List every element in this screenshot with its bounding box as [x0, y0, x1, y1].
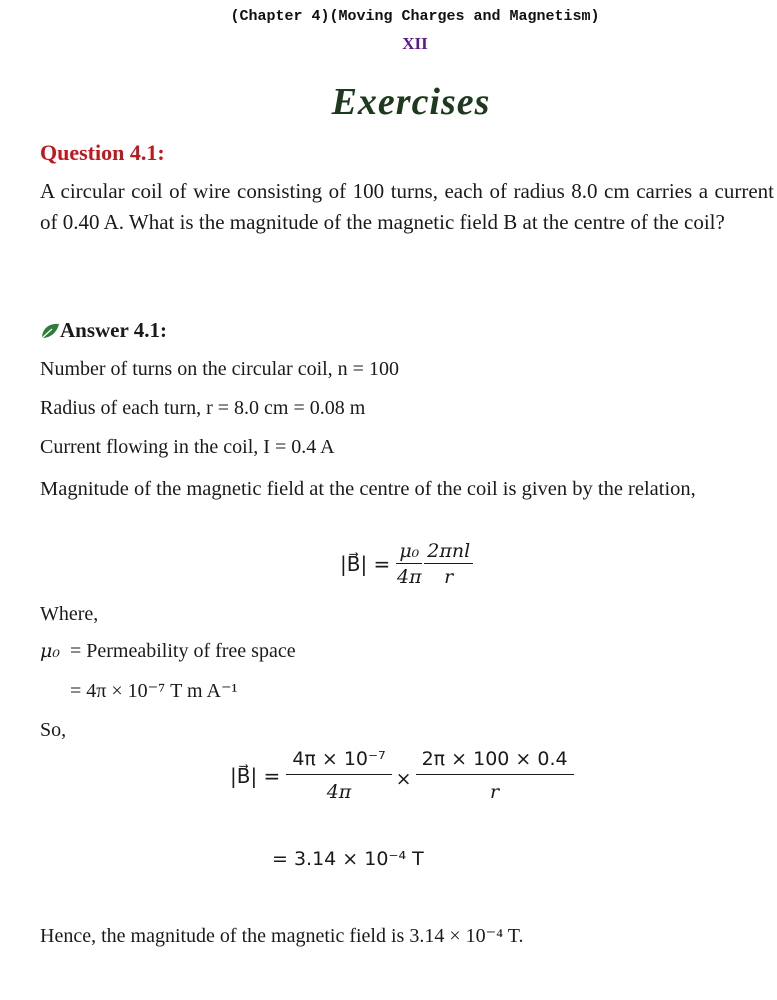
formula1-den2: r	[444, 566, 454, 588]
mu0-definition: = Permeability of free space	[69, 640, 296, 662]
page-title: Exercises	[331, 81, 491, 123]
formula2-times: ×	[395, 767, 412, 790]
chapter-header: (Chapter 4)(Moving Charges and Magnetism)	[230, 8, 600, 25]
line-current: Current flowing in the coil, I = 0.4 A	[40, 436, 335, 458]
formula2-frac-mu	[286, 748, 391, 803]
leaf-logo-icon	[40, 322, 60, 340]
formula1-num2: 2πnl	[424, 540, 473, 564]
mu0-value: = 4π × 10⁻⁷ T m A⁻¹	[70, 680, 238, 702]
so-label: So,	[40, 719, 67, 741]
formula1-frac-2pinl	[424, 540, 473, 588]
mu0-definition-row	[40, 640, 296, 663]
question-heading: Question 4.1:	[40, 140, 165, 165]
conclusion-text: Hence, the magnitude of the magnetic field is 3.14 × 10⁻⁴ T.	[40, 925, 524, 947]
formula1-num1: μ₀	[396, 540, 422, 564]
formula2-num1: 4π × 10⁻⁷	[286, 748, 391, 775]
relation-text: Magnitude of the magnetic field at the centre of the coil is given by the relation,	[40, 478, 696, 500]
formula2-frac-values	[416, 748, 574, 803]
result-value: = 3.14 × 10⁻⁴ T	[272, 848, 424, 870]
question-text: A circular coil of wire consisting of 100 turns, each of radius 8.0 cm carries a current of 0.40 A. What is the magnitude of the magnetic field B at the centre of the coil?	[40, 179, 774, 234]
formula2-den2: r	[490, 781, 500, 803]
mu0-symbol: μ₀	[40, 640, 60, 662]
line-radius: Radius of each turn, r = 8.0 cm = 0.08 m	[40, 397, 366, 419]
formula2-num2: 2π × 100 × 0.4	[416, 748, 574, 775]
answer-heading: Answer 4.1:	[60, 318, 167, 342]
formula2-lhs: |B⃗| =	[230, 763, 281, 788]
formula2-den1: 4π	[326, 781, 352, 803]
where-label: Where,	[40, 603, 99, 625]
formula-substitution	[230, 748, 574, 803]
formula1-den1: 4π	[397, 566, 422, 588]
formula-field-relation	[340, 540, 473, 588]
answer-heading-row	[40, 318, 167, 343]
line-turns: Number of turns on the circular coil, n = 100	[40, 358, 399, 380]
formula1-frac-mu	[396, 540, 422, 588]
grade-label: XII	[402, 34, 428, 53]
formula1-lhs: |B⃗| =	[340, 552, 391, 576]
